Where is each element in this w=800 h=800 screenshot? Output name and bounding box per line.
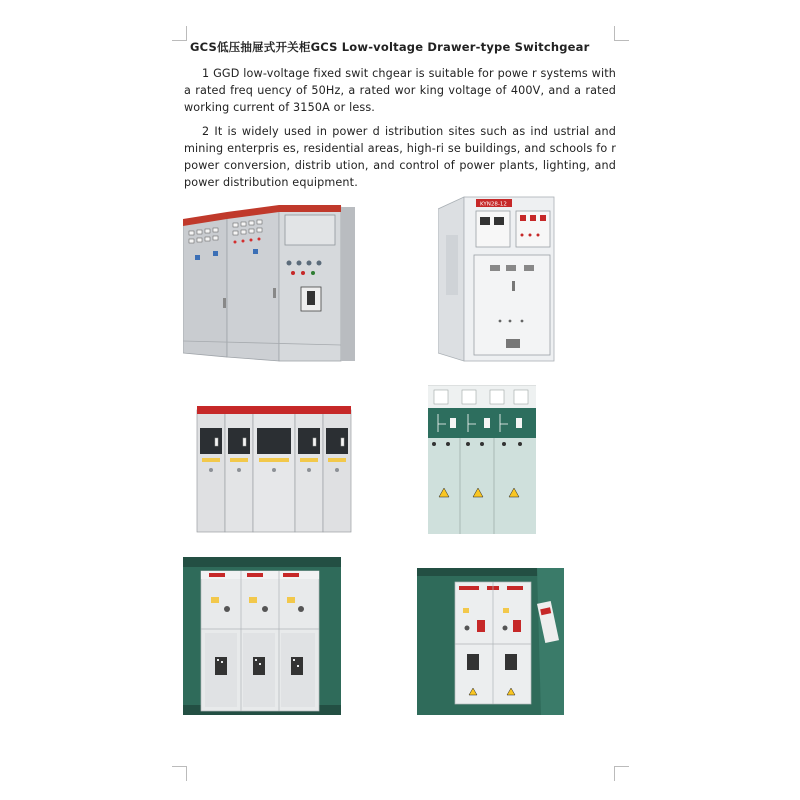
photo-white-mv-cabinet (438, 195, 556, 365)
photo-compact-rmu-enclosure (417, 568, 564, 715)
photo-rmu-green-enclosure (183, 557, 341, 715)
crop-mark-bottom-left (172, 766, 187, 781)
photo-grey-switchgear (183, 203, 355, 365)
crop-mark-bottom-right (614, 766, 629, 781)
crop-mark-top-left (172, 26, 187, 41)
document-title: GCS低压抽屉式开关柜GCS Low-voltage Drawer-type Switchgear (190, 40, 590, 54)
paragraph-1: 1 GGD low-voltage fixed swit chgear is suitable for powe r systems with a rated freq uency of 50Hz, a rated wor king voltage of 400V, and a rated working current of 3150A or less. (184, 67, 616, 114)
nameplate-text: KYN28-12 (480, 201, 507, 208)
photo-rmu-row (195, 402, 355, 534)
photo-sf6-rmu (428, 384, 536, 534)
paragraph-2: 2 It is widely used in power d istribution sites such as ind ustrial and mining enterpris es, residential areas, high-ri se buildings, and schools fo r power conversion, distrib ution, and control of power plants, lighting, and power distribution equipment. (184, 125, 616, 189)
